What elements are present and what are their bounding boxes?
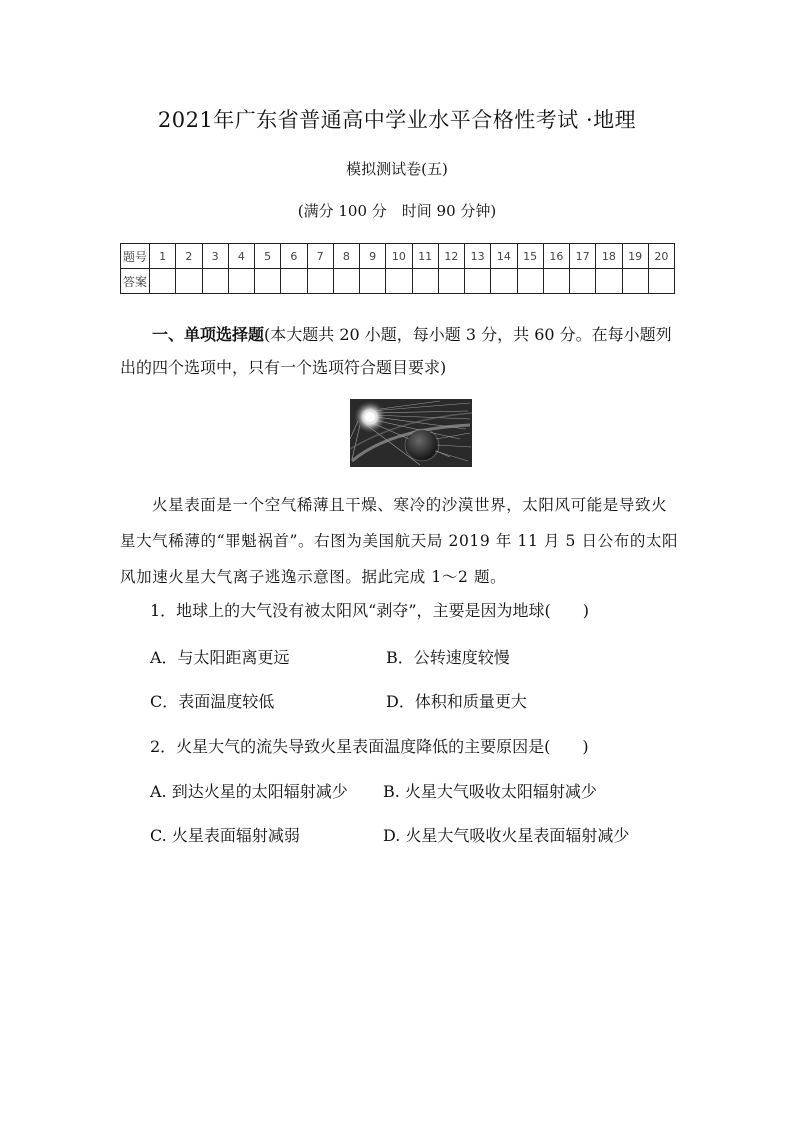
row-label-answer: 答案 [121,269,150,294]
answer-cell [570,269,596,294]
answer-cell [543,269,569,294]
question-2-option-a: A. 到达火星的太阳辐射减少 [150,782,348,801]
answer-cell [517,269,543,294]
exam-title: 2021年广东省普通高中学业水平合格性考试 ·地理 [157,108,637,132]
question-number-cell: 18 [596,244,622,269]
answer-cell [648,269,674,294]
question-number-cell: 12 [438,244,464,269]
question-number-cell: 2 [176,244,202,269]
question-number-cell: 8 [333,244,359,269]
answer-cell [360,269,386,294]
answer-cell [465,269,491,294]
answer-cell [228,269,254,294]
answer-cell [202,269,228,294]
question-number-cell: 5 [255,244,281,269]
question-number-cell: 3 [202,244,228,269]
question-1-option-d: D．体积和质量更大 [386,692,527,711]
table-row [121,244,675,269]
question-number-cell: 6 [281,244,307,269]
answer-cell [491,269,517,294]
answer-cell [622,269,648,294]
answer-cell [281,269,307,294]
section-heading: 一、单项选择题 [152,325,265,344]
question-number-cell: 4 [228,244,254,269]
table-row [121,269,675,294]
answer-cell [438,269,464,294]
answer-cell [386,269,412,294]
question-2-option-b: B. 火星大气吸收太阳辐射减少 [383,782,597,801]
question-number-cell: 20 [648,244,674,269]
question-number-cell: 16 [543,244,569,269]
question-number-cell: 11 [412,244,438,269]
question-number-cell: 15 [517,244,543,269]
question-number-cell: 10 [386,244,412,269]
answer-cell [150,269,176,294]
question-2-option-d: D. 火星大气吸收火星表面辐射减少 [383,826,630,845]
answer-cell [307,269,333,294]
answer-cell [333,269,359,294]
exam-subtitle: 模拟测试卷(五) [346,160,448,178]
answer-cell [596,269,622,294]
question-1-stem: 1．地球上的大气没有被太阳风“剥夺”，主要是因为地球( ) [150,601,590,620]
question-1-option-a: A．与太阳距离更远 [150,648,290,667]
question-1-option-c: C．表面温度较低 [150,692,275,711]
question-number-cell: 1 [150,244,176,269]
row-label-number: 题号 [121,244,150,269]
question-2-stem: 2．火星大气的流失导致火星表面温度降低的主要原因是( ) [150,737,589,756]
question-1-option-b: B．公转速度较慢 [386,648,510,667]
reading-passage: 火星表面是一个空气稀薄且干燥、寒冷的沙漠世界，太阳风可能是导致火星大气稀薄的“罪魁祸首”。右图为美国航天局 2019 年 11 月 5 日公布的太阳风加速火星大气离子逃逸示意图。据此完成 1～2 题。 [120,496,679,586]
answer-cell [412,269,438,294]
answer-cell [255,269,281,294]
answer-cell [176,269,202,294]
answer-table [120,243,675,294]
question-number-cell: 13 [465,244,491,269]
solar-wind-illustration [350,399,472,467]
question-number-cell: 7 [307,244,333,269]
question-number-cell: 14 [491,244,517,269]
question-2-option-c: C. 火星表面辐射减弱 [150,826,300,845]
section-text: (本大题共 20 小题，每小题 3 分，共 60 分。在每小题列出的四个选项中，只有一个选项符合题目要求) [120,325,672,377]
exam-info: (满分 100 分 时间 90 分钟) [297,202,497,220]
question-number-cell: 19 [622,244,648,269]
question-number-cell: 17 [570,244,596,269]
section-instructions [120,318,680,384]
question-number-cell: 9 [360,244,386,269]
